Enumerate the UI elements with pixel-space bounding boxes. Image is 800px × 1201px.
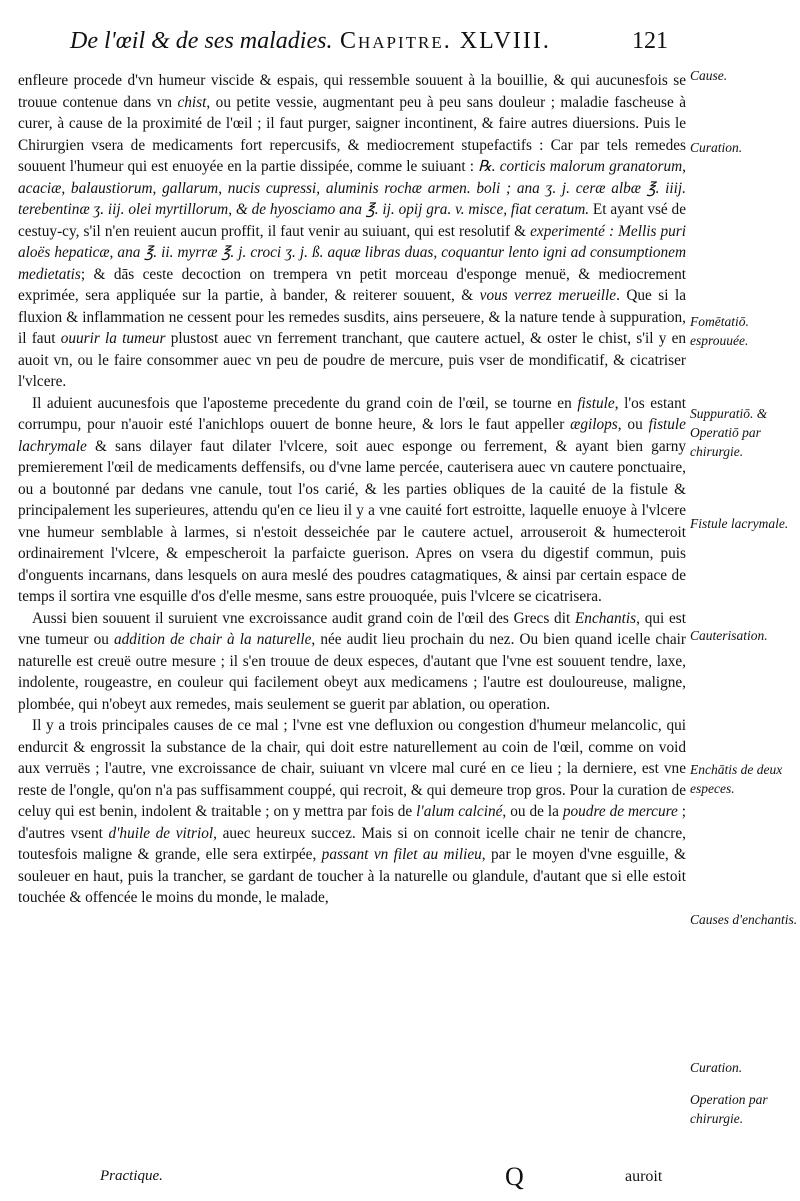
italic-run: addition de chair à la naturelle (114, 631, 312, 648)
text-run: , ou de la (502, 803, 563, 820)
margin-note-cauterisation: Cauterisation. (690, 628, 768, 643)
text-run: , par le moyen d'vne esguille, & souleuer en haut, puis la trancher, se gardant de toucher à la naturelle ou glandule, d'autant que si elle estoit touchée & offencée le moins du monde, le malade, (18, 846, 686, 906)
text-run: . Que si la fluxion & inflammation ne cessent pour les remedes susdits, ains perseuere, & la nature tende à suppuration, il faut (18, 287, 686, 347)
italic-run: chist (177, 93, 207, 111)
chapter-heading: Chapitre. XLVIII. (340, 28, 551, 54)
text-run: Il y a trois principales causes de ce mal ; l'vne est vne defluxion ou congestion d'humeur melancolic, qui endurcit & engrossit la substance de la chair, qui doit estre naturellement au coin de l'œil, comme on void aux verruës ; l'autre, vne excroissance de chair, suiuant vn vlcere mal curé en ce lieu ; la derniere, est vne reste de l'ongle, qu'on n'a pas suffisamment couppé, qui recroit, & qui demeure trop gros. Pour la curation de celuy qui est benin, indolent & traitable ; on y mettra par fois de (18, 717, 686, 820)
body-text (18, 70, 686, 909)
text-run: Il aduient aucunesfois que l'aposteme precedente du grand coin de l'œil, se tourne en (32, 394, 578, 412)
italic-run: poudre de mercure (562, 803, 678, 820)
italic-run: fistule (577, 394, 615, 412)
italic-run: Enchantis (574, 609, 637, 627)
running-head (0, 28, 700, 64)
paragraph (18, 715, 686, 909)
margin-note-fomentation: Fomētatiō. esprouuée. (690, 314, 749, 348)
catchword-left: Practique. (100, 1168, 163, 1184)
italic-run: ægilops (570, 416, 618, 433)
paragraph (18, 608, 686, 716)
text-run: Aussi bien souuent il suruient vne excroissance audit grand coin de l'œil des Grecs dit (32, 609, 575, 627)
italic-run: fistule lachrymale (18, 416, 686, 455)
italic-run: ℞. corticis malorum granatorum, acaciæ, balaustiorum, gallarum, nucis cupressi, aluminis rochæ armen. boli ; ana ʒ. j. ceræ albæ ℥. iiij. terebentinæ ʒ. iij. olei myrtillorum, & de hyosciamo ana ℥. ij. opij gra. v. misce, fiat ceratum. (18, 158, 686, 218)
margin-note-curation-2: Curation. (690, 1060, 743, 1075)
margin-note-fistule: Fistule lacrymale. (690, 516, 789, 531)
text-run: enfleure procede d'vn humeur viscide & espais, qui ressemble souuent à la bouillie, & qui aucunesfois se trouue contenue dans vn (18, 72, 686, 111)
margin-note-enchantis-species: Enchātis de deux especes. (690, 762, 783, 796)
catchword-right: auroit (625, 1168, 663, 1185)
page-footer (0, 1162, 800, 1196)
text-run: , ou (617, 416, 649, 433)
text-run: , auec heureux succez. Mais si on connoit icelle chair ne tenir de chancre, toutesfois maligne & grande, elle sera extirpée, (18, 824, 687, 863)
paragraph (18, 70, 686, 393)
italic-run: ouurir la tumeur (60, 330, 166, 347)
page-number: 121 (632, 28, 668, 54)
text-run: , qui est vne tumeur ou (18, 609, 686, 648)
running-title: De l'œil & de ses maladies. (70, 28, 333, 54)
text-run: plustost auec vn ferrement tranchant, que cautere actuel, & oster le chist, s'il y en auoit vn, ou le faire consommer auec vn peu de poudre de mercure, puis vser de mondificatif, & cicatriser l'vlcere. (18, 330, 687, 390)
italic-run: passant vn filet au milieu (321, 846, 482, 863)
text-run: , née audit lieu prochain du nez. Ou bien quand icelle chair naturelle est creuë outre mesure ; il s'en trouue de deux especes, d'autant que l'vne est souuent tendre, laxe, indolente, rougeastre, en couleur qui facilement obeyt aux medicamens ; l'autre est douloureuse, maligne, plombée, qui n'obeyt aux remedes, mais seulement se guerit par ablation, ou operation. (18, 631, 686, 713)
text-run: & sans dilayer faut dilater l'vlcere, soit auec esponge ou ferrement, & ayant bien garny premierement l'œil de medicaments deffensifs, ou d'vne lame percée, cauterisera auec vn cautere ponctuaire, ou a boutonné par dedans vne canule, tout l'os carié, & les parties obliques de la cauité de la fistule & principalement les superieures, attendu qu'en ce lieu il y a vne cauité fort estroitte, laquelle enuoye à l'vlcere vne humeur semblable à larmes, si n'estoit desseichée par le cautere actuel, arrouseroit & humecteroit ordinairement l'vlcere, & empescheroit la parfaicte guerison. Apres on vsera du digestif commun, puis d'onguents incarnans, dans lesquels on aura meslé des poudres catagmatiques, & ainsi par certain espace de temps il sortira vne esquille d'os d'elle mesme, sans estre prouoquée, puis l'vlcere se cicatrisera. (18, 437, 686, 605)
text-run: ; d'autres vsent (18, 803, 687, 842)
margin-note-suppuration: Suppuratiō. & Operatiō par chirurgie. (690, 406, 768, 459)
text-run: , ou petite vessie, augmentant peu à peu sans douleur ; maladie fascheuse à curer, à cause de la proximité de l'œil ; il faut purger, saigner incontinent, & faire autres diuersions. Puis le Chirurgien vsera de medicaments fort repercusifs, & mediocrement stupefactifs : Car par tels remedes souuent l'humeur qui est enuoyée en la partie dissipée, comme le suiuant : (18, 93, 686, 175)
italic-run: experimenté : Mellis puri aloës hepaticæ, ana ℥. ii. myrræ ℥. j. croci ʒ. j. ß. aquæ libras duas, coquantur lento igni ad consumptionem medietatis (18, 222, 687, 283)
margin-note-enchantis-causes: Causes d'enchantis. (690, 912, 798, 927)
text-run: ; & dās ceste decoction on trempera vn petit morceau d'esponge menuë, & mediocrement exprimée, sera appliquée sur la partie, à bander, & reiterer souuent, & (18, 265, 686, 304)
margin-note-curation: Curation. (690, 140, 743, 155)
text-run: , l'os estant corrumpu, pour n'auoir esté l'anichlops ouuert de bonne heure, & lors le faut appeller (18, 394, 686, 433)
italic-run: vous verrez merueille (479, 287, 617, 304)
margin-note-operation: Operation par chirurgie. (690, 1092, 768, 1126)
italic-run: l'alum calciné (416, 803, 503, 820)
paragraph (18, 393, 686, 608)
margin-note-cause: Cause. (690, 68, 728, 83)
text-run: Et ayant vsé de cestuy-cy, s'il n'en reuient aucun proffit, il faut venir au suiuant, qui est resolutif & (18, 201, 686, 240)
signature-mark: Q (505, 1162, 524, 1191)
italic-run: d'huile de vitriol (108, 824, 214, 842)
